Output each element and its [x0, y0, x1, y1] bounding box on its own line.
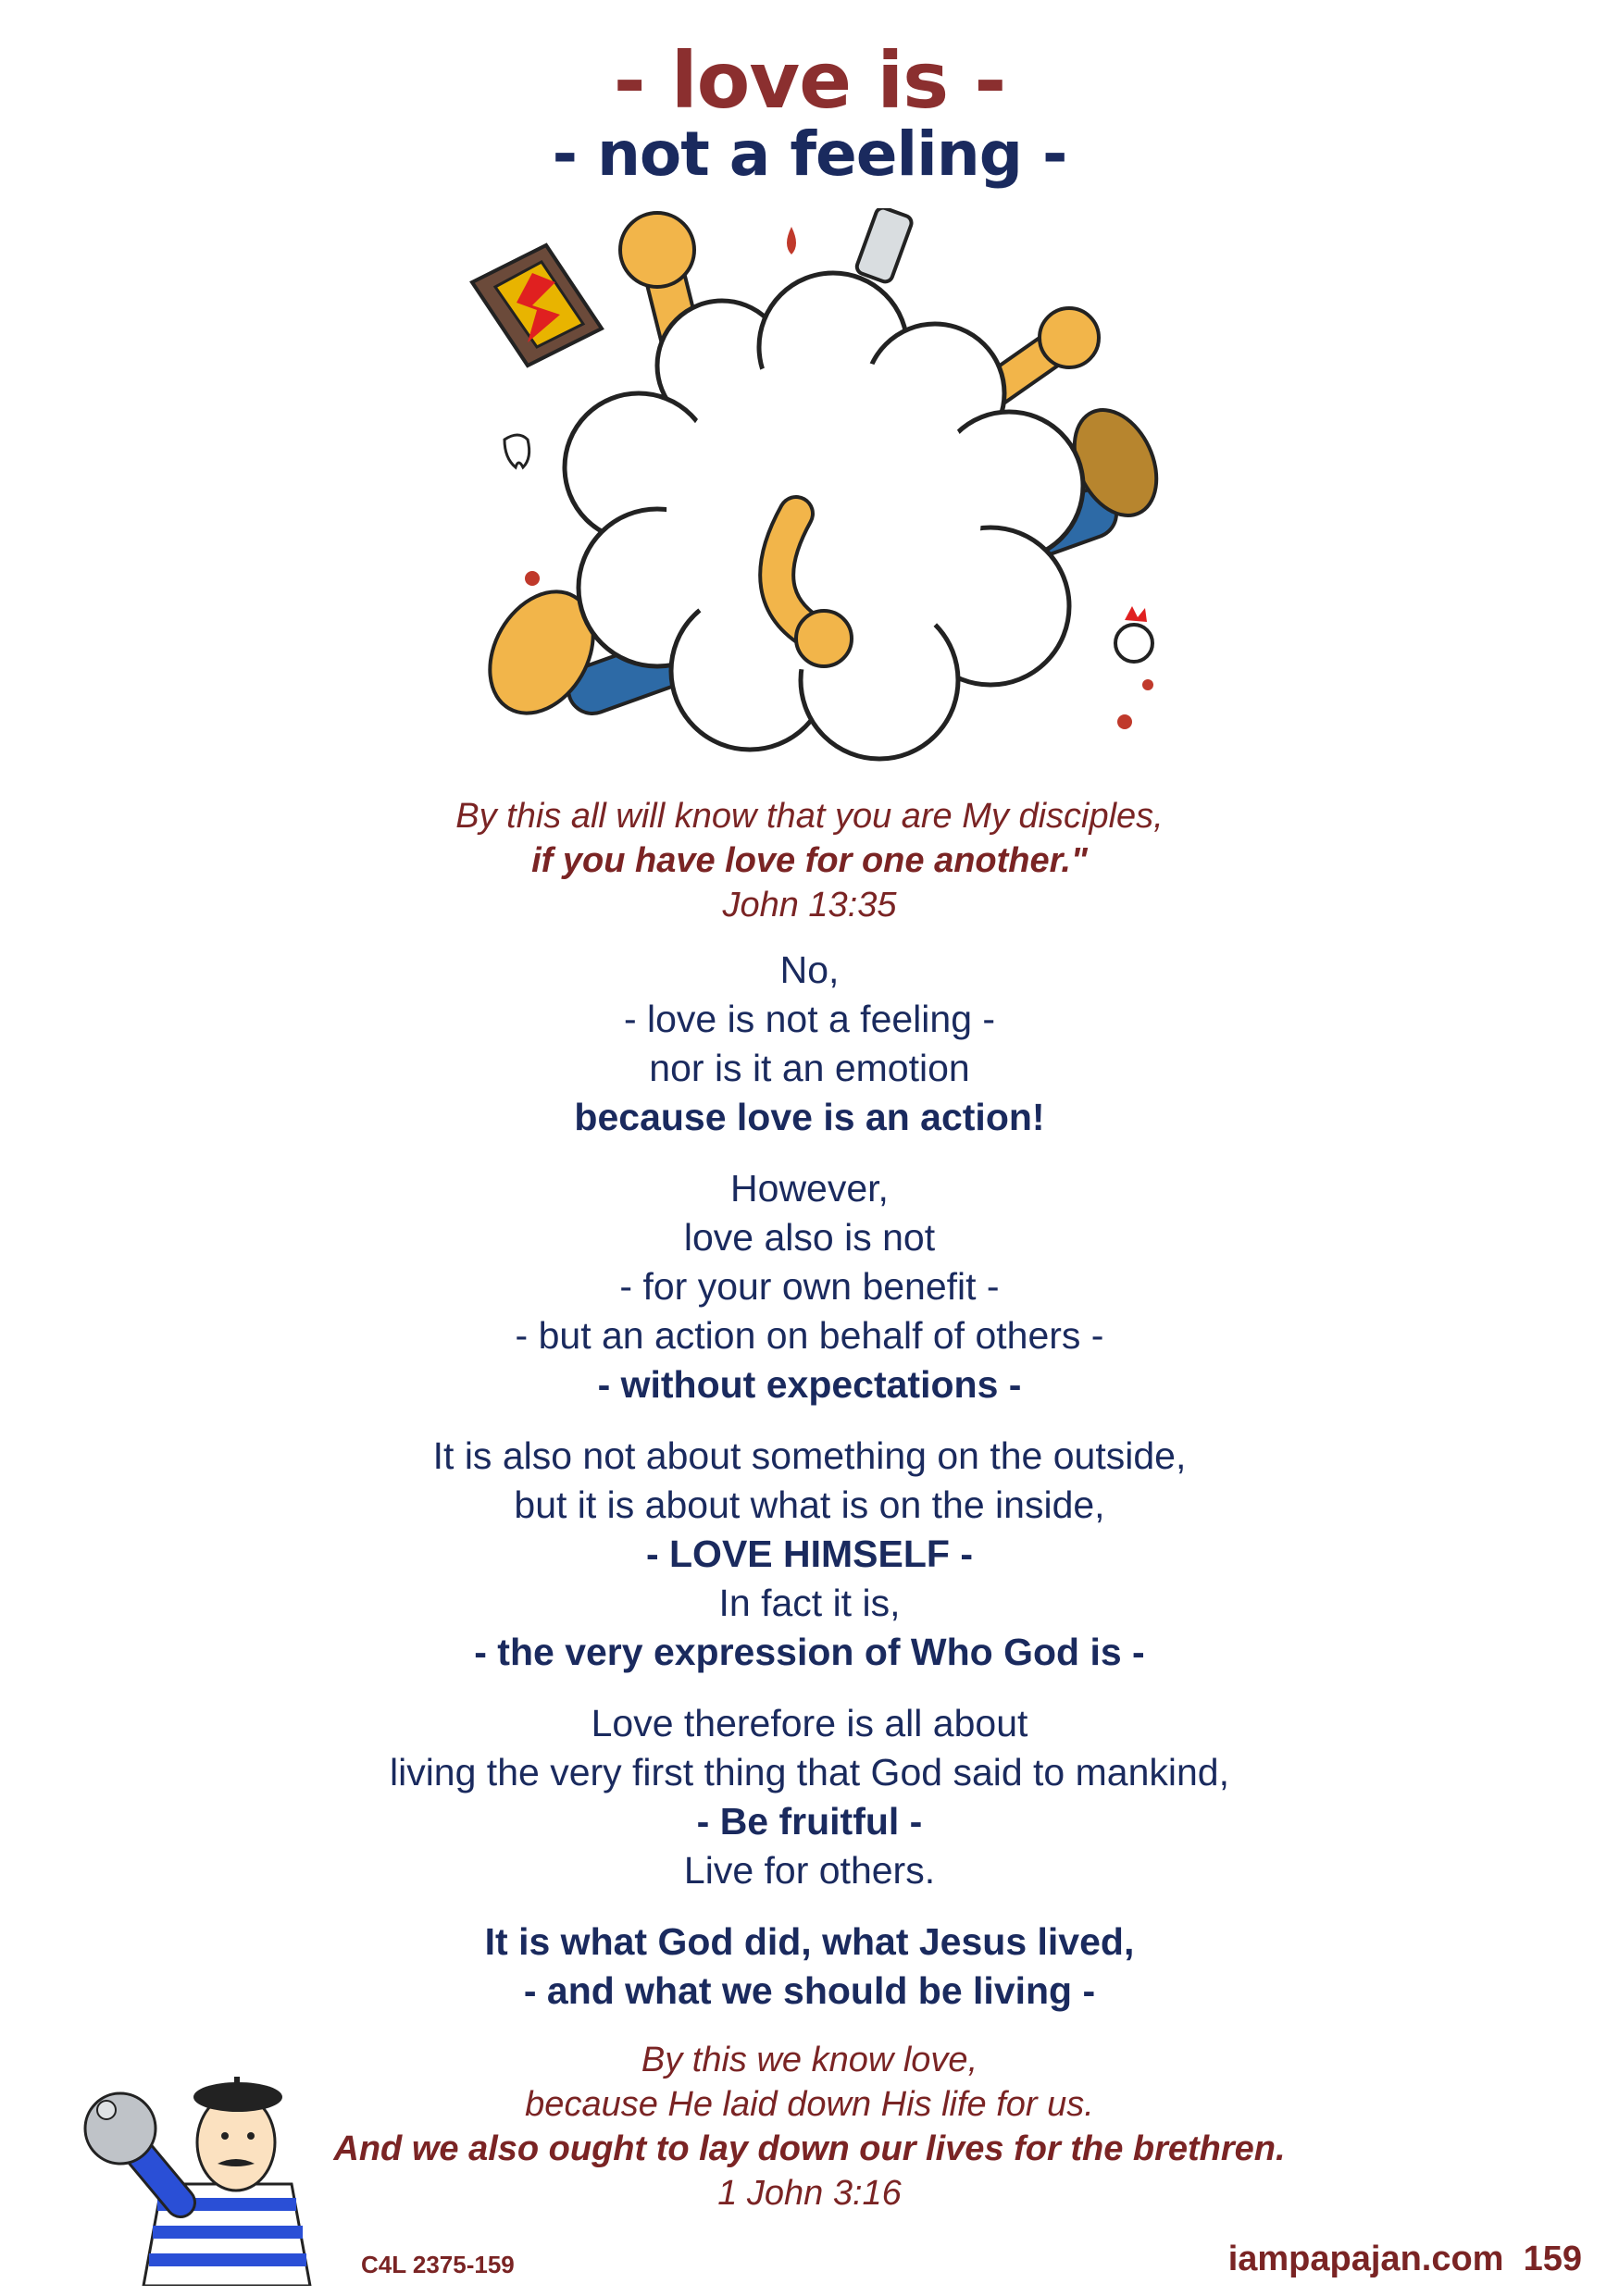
verse-line: And we also ought to lay down our lives for the brethren. [333, 2129, 1286, 2168]
text-line: living the very first thing that God said to mankind, [389, 1751, 1229, 1793]
stanza-5 [0, 1917, 1619, 2016]
verse-line: By this all will know that you are My disciples, [455, 797, 1164, 836]
text-line: - without expectations - [597, 1363, 1022, 1406]
laptop-icon [472, 245, 602, 366]
text-line: nor is it an emotion [649, 1047, 970, 1089]
text-line: Live for others. [683, 1849, 936, 1892]
verse-reference: 1 John 3:16 [717, 2174, 902, 2213]
text-line: It is what God did, what Jesus lived, [484, 1920, 1135, 1963]
pointing-man-mascot-icon [79, 2064, 338, 2286]
text-line: but it is about what is on the inside, [514, 1483, 1105, 1526]
verse-john-13-35 [0, 794, 1619, 927]
text-line: In fact it is, [718, 1582, 901, 1624]
text-line: - and what we should be living - [523, 1969, 1096, 2012]
document-code: C4L 2375-159 [361, 2251, 515, 2278]
text-line: love also is not [683, 1216, 936, 1259]
main-text [0, 946, 1619, 2038]
stanza-3 [0, 1432, 1619, 1677]
text-line: - love is not a feeling - [623, 998, 996, 1040]
text-line: However, [730, 1167, 889, 1210]
stanza-2 [0, 1164, 1619, 1409]
verse-line: because He laid down His life for us. [525, 2085, 1094, 2124]
text-line: because love is an action! [574, 1096, 1045, 1138]
site-and-page [1228, 2240, 1582, 2279]
text-line: - the very expression of Who God is - [474, 1631, 1145, 1673]
text-line: - for your own benefit - [619, 1265, 1000, 1308]
text-line: - Be fruitful - [696, 1800, 923, 1843]
phone-icon [855, 208, 914, 284]
stanza-1 [0, 946, 1619, 1142]
site-url[interactable]: iampapajan.com [1227, 2240, 1504, 2278]
text-line: No, [779, 949, 840, 991]
verse-reference: John 13:35 [722, 886, 897, 925]
page-number: 159 [1523, 2240, 1582, 2278]
text-line: It is also not about something on the outside, [432, 1434, 1187, 1477]
verse-line: By this we know love, [641, 2041, 978, 2079]
text-line: - but an action on behalf of others - [515, 1314, 1104, 1357]
text-line: - LOVE HIMSELF - [645, 1533, 974, 1575]
stanza-4 [0, 1699, 1619, 1895]
page-title: - love is - [613, 35, 1006, 126]
page-subtitle: - not a feeling - [552, 118, 1067, 190]
verse-line: if you have love for one another." [531, 841, 1088, 880]
text-line: Love therefore is all about [591, 1702, 1028, 1744]
fight-cloud-cartoon-icon [444, 208, 1231, 782]
